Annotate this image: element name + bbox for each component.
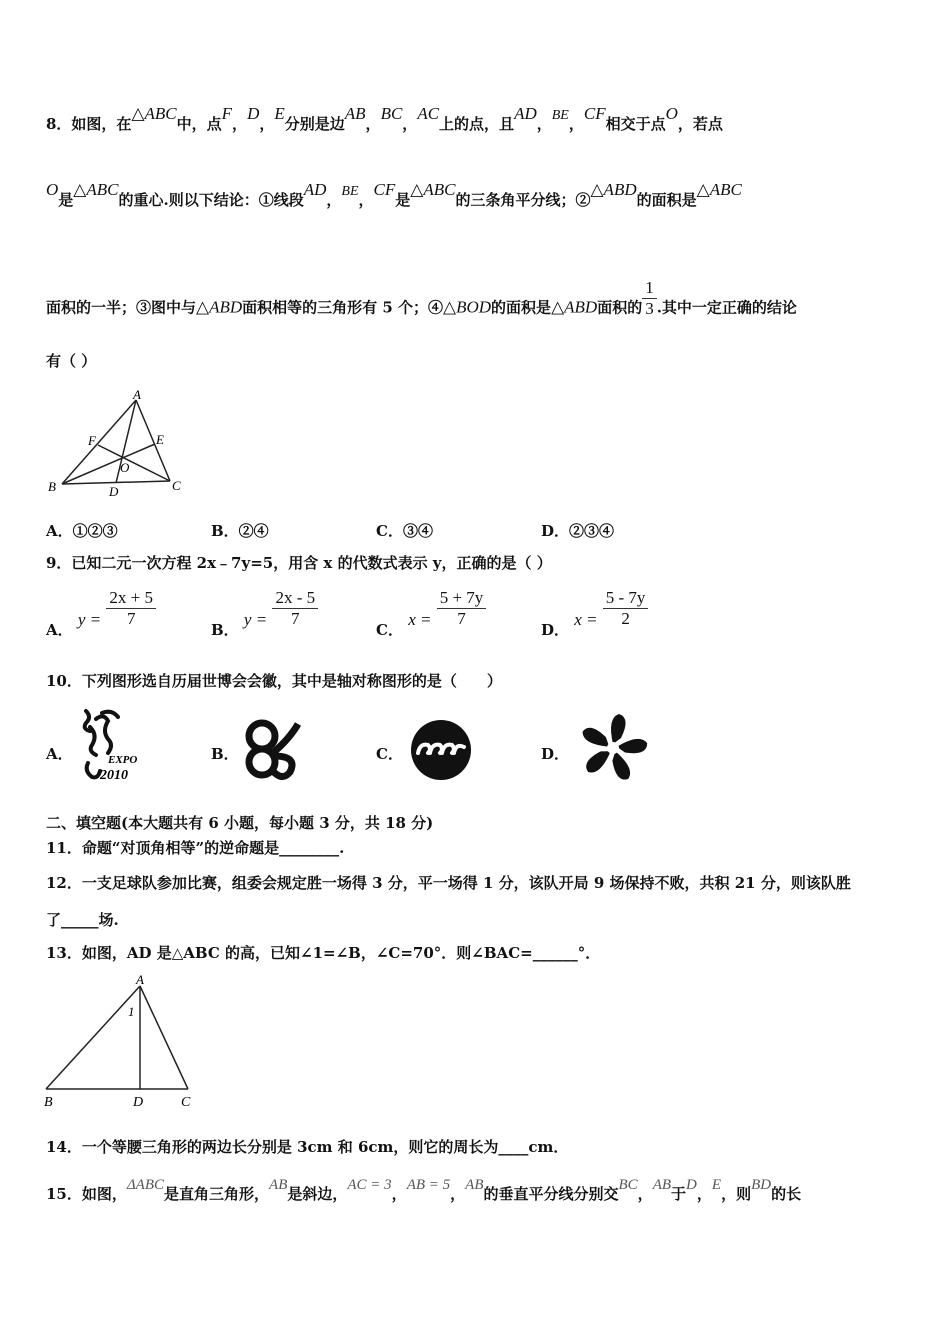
label-d: D [109,484,119,499]
text: 是斜边， [287,1185,348,1203]
math: BD [751,1177,772,1193]
text: ，若点 [677,115,723,133]
expo-2010-logo-image[interactable] [78,705,156,783]
math: △ABC [73,180,119,199]
math: CF [583,104,606,123]
math: AC [417,104,440,123]
label-a: A [133,390,141,402]
text: ， [402,115,418,133]
math: BC [618,1177,638,1193]
q12-line1: 12．一支足球队参加比赛，组委会规定胜一场得 3 分，平一场得 1 分，该队开局 9 场保持不败，共积 21 分，则该队胜 [46,874,851,892]
text: ， [536,115,552,133]
option-letter: B． [211,620,239,639]
equation-lhs: x = [408,609,432,629]
numerator: 1 [642,278,657,299]
math: ΔABC [126,1177,165,1193]
numerator: 5 + 7y [437,588,487,609]
label-angle-1: 1 [128,1004,135,1019]
text: ， [696,1185,712,1203]
text: ， [365,115,381,133]
q10-stem: 10．下列图形选自历届世博会会徽，其中是轴对称图形的是（ ） [46,672,502,690]
text: ， [637,1185,653,1203]
text: ， [259,115,275,133]
numerator: 5 - 7y [603,588,649,609]
expo-text: EXPO [108,754,138,766]
math: △ABC [410,180,456,199]
q8-option-a[interactable]: A．①②③ [46,522,118,540]
text: ， [450,1185,466,1203]
text: 于 [671,1185,687,1203]
label-c: C [172,478,181,493]
denominator: 7 [291,609,300,628]
math: AC = 3 [347,1177,392,1193]
label-b: B [48,479,56,494]
math: △ABC [131,104,177,123]
knot-logo-image[interactable] [240,712,306,784]
text: ， [326,191,342,209]
equation-lhs: x = [574,609,598,629]
option-letter: D． [541,620,570,639]
q9-stem: 9．已知二元一次方程 2x﹣7y=5，用含 x 的代数式表示 y，正确的是（ ） [46,554,552,572]
q8-option-b[interactable]: B．②④ [211,522,269,540]
label-f: F [88,433,96,448]
math: △ABD [196,297,243,317]
label-o: O [120,460,130,475]
side-ab [46,986,140,1089]
label-a: A [136,972,144,987]
q13-triangle-figure [40,972,200,1112]
text: 相交于点 [605,115,666,133]
text: 15．如图， [46,1185,127,1203]
text: 面积的 [597,298,643,317]
math: E [274,104,285,123]
text: 8．如图，在 [46,115,132,133]
label-e: E [156,432,164,447]
q13-stem: 13．如图，AD 是△ABC 的高，已知∠1=∠B，∠C=70°．则∠BAC=______°． [46,944,601,962]
text: ， [391,1185,407,1203]
option-letter: C． [376,620,403,639]
text: 的面积是 [636,191,697,209]
text: 面积的一半；③图中与 [46,298,197,317]
math: AB [465,1177,484,1193]
math: D [686,1177,697,1193]
label-b: B [44,1095,53,1110]
text: 的长 [771,1185,802,1203]
side-ac [136,400,170,481]
equation-lhs: y = [77,609,102,629]
text: ， [358,191,374,209]
numerator: 2x - 5 [272,588,318,609]
waves-logo-image[interactable] [410,719,472,781]
q10-option-a-label[interactable]: A． [46,745,73,763]
math: CF [373,180,396,199]
q8-line2 [46,180,742,212]
q10-option-b-label[interactable]: B． [211,745,239,763]
math: D [247,104,260,123]
text: 是直角三角形， [164,1185,270,1203]
text: .其中一定正确的结论 [656,298,797,317]
text: 中，点 [176,115,222,133]
q8-triangle-figure [44,390,194,505]
text: 是 [58,191,74,209]
numerator: 2x + 5 [106,588,156,609]
text: ， [232,115,248,133]
math: AD [514,104,537,123]
equation-lhs: y = [243,609,268,629]
math: △ABC [696,180,742,199]
text: 分别是边 [284,115,345,133]
math: BC [380,104,403,123]
q8-line1 [46,104,723,136]
fraction-one-third [642,278,657,319]
math: △ABD [590,180,637,199]
denominator: 7 [126,609,136,628]
option-letter: A． [46,620,73,639]
math: BE [341,184,359,199]
q14-stem: 14．一个等腰三角形的两边长分别是 3cm 和 6cm，则它的周长为____cm． [46,1138,569,1156]
q8-option-d[interactable]: D．②③④ [541,522,615,540]
label-d: D [133,1095,144,1110]
label-c: C [181,1095,191,1110]
math: O [46,180,59,199]
side-ac [140,986,188,1089]
denominator: 7 [457,609,466,628]
math: △ABD [551,297,598,317]
math: AB = 5 [406,1177,451,1193]
math: AB [344,104,366,123]
math: △BOD [443,297,492,317]
math: F [221,104,233,123]
q8-line4: 有（ ） [46,352,97,370]
q8-option-c[interactable]: C．③④ [376,522,433,540]
q15-stem [46,1177,802,1205]
text: 上的点，且 [439,115,515,133]
equation-fraction [437,588,487,629]
equation-fraction [603,588,649,629]
q9-option-d[interactable] [541,588,648,639]
q9-option-a[interactable] [46,588,156,639]
flower-logo-image[interactable] [575,710,651,786]
segment-cf [98,445,170,481]
text: 面积相等的三角形有 5 个；④ [242,298,444,317]
text: 的重心.则以下结论：①线段 [118,191,304,209]
q11-stem: 11．命题“对顶角相等”的逆命题是________. [46,839,345,857]
text: 的三条角平分线；② [455,191,591,209]
text: 的面积是 [491,298,552,317]
math: E [711,1177,722,1193]
text: ， [568,115,584,133]
equation-fraction [106,588,156,629]
year-text: 2010 [100,768,128,783]
q9-option-c[interactable] [376,588,486,639]
q12-line2: 了_____场. [46,911,119,929]
text: ，则 [721,1185,752,1203]
q10-option-d-label[interactable]: D． [541,745,570,763]
q10-option-c-label[interactable]: C． [376,745,403,763]
math: AD [303,180,327,199]
section-2-heading: 二、填空题(本大题共有 6 小题，每小题 3 分，共 18 分) [46,814,434,832]
math: O [665,104,678,123]
equation-fraction [272,588,318,629]
text: 是 [395,191,411,209]
q9-option-b[interactable] [211,588,318,639]
q8-line3 [46,278,797,329]
math: BE [551,108,569,123]
math: AB [269,1177,288,1193]
text: 的垂直平分线分别交 [483,1185,619,1203]
math: AB [652,1177,672,1193]
denominator: 3 [645,299,654,318]
denominator: 2 [621,609,630,628]
